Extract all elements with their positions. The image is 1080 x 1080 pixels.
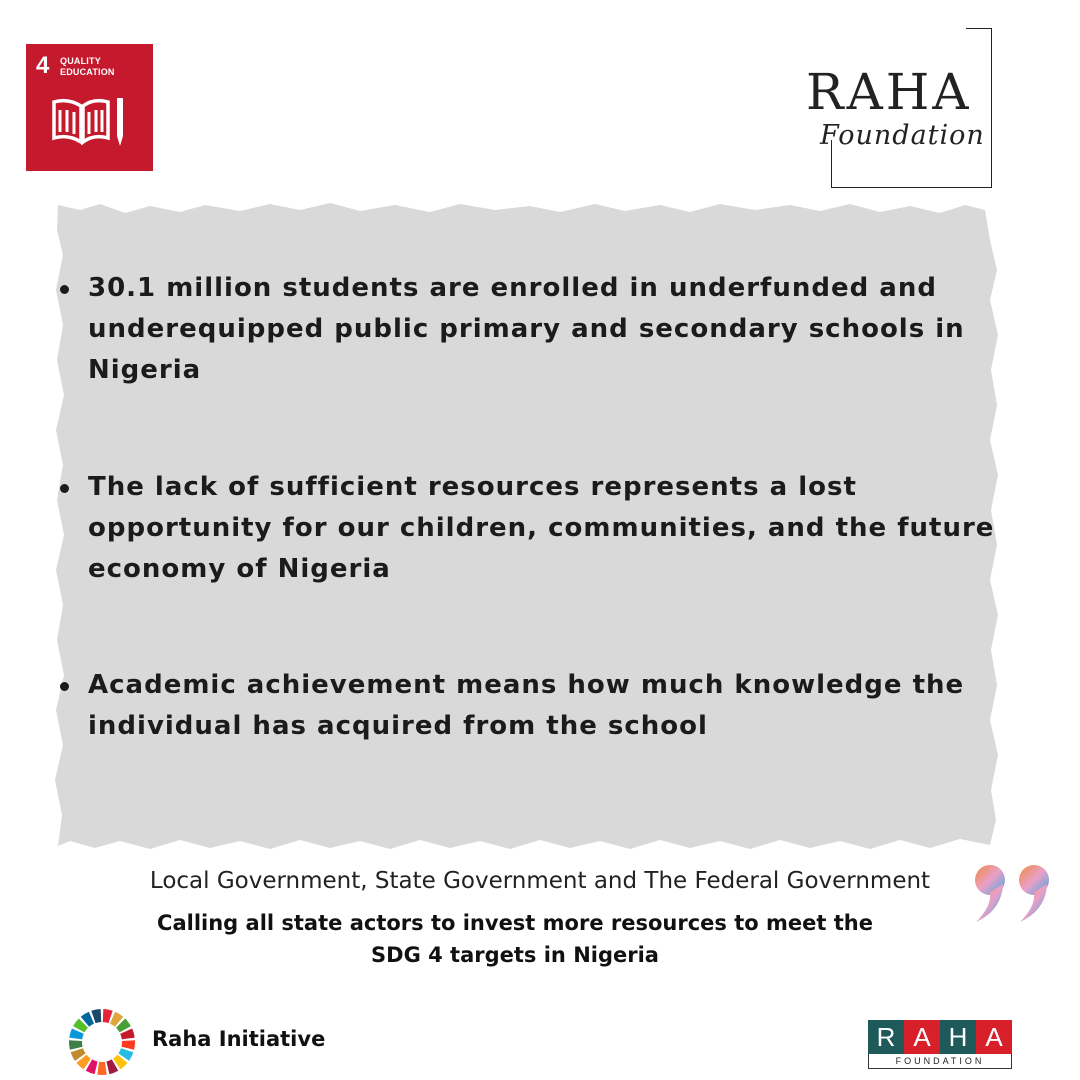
- logo-word: RAHA: [806, 63, 972, 121]
- sdg-wheel-segment: [69, 1040, 83, 1049]
- call-to-action: Calling all state actors to invest more resources to meet the SDG 4 targets in Nigeria: [157, 911, 873, 967]
- closing-quote-icon: [970, 858, 1060, 928]
- org-name: Raha Initiative: [152, 1027, 326, 1051]
- sdg-label-line2: EDUCATION: [60, 67, 115, 77]
- sdg-wheel-segment: [121, 1040, 135, 1049]
- logo-script: Foundation: [820, 120, 985, 151]
- raha-foundation-footer-logo: [868, 1020, 1012, 1069]
- fact-item: 30.1 million students are enrolled in underfunded and underequipped public primary and secondary schools in Nigeria: [60, 268, 1010, 391]
- fact-list: [60, 268, 1010, 747]
- sdg-wheel-segment: [97, 1062, 107, 1075]
- logo-letter: H: [940, 1020, 976, 1054]
- logo-letter: A: [976, 1020, 1012, 1054]
- logo-letter: A: [904, 1020, 940, 1054]
- fact-item: Academic achievement means how much knowledge the individual has acquired from the school: [60, 665, 1010, 747]
- logo-sub: FOUNDATION: [868, 1054, 1012, 1069]
- government-subtitle: Local Government, State Government and The Federal Government: [149, 868, 931, 894]
- sdg-label-line1: QUALITY: [60, 56, 101, 66]
- sdg-number: 4: [36, 52, 50, 79]
- logo-letter: R: [868, 1020, 904, 1054]
- fact-item: The lack of sufficient resources represents a lost opportunity for our children, communities, and the future economy of Nigeria: [60, 467, 1010, 590]
- sdg-wheel-icon: [68, 1008, 136, 1076]
